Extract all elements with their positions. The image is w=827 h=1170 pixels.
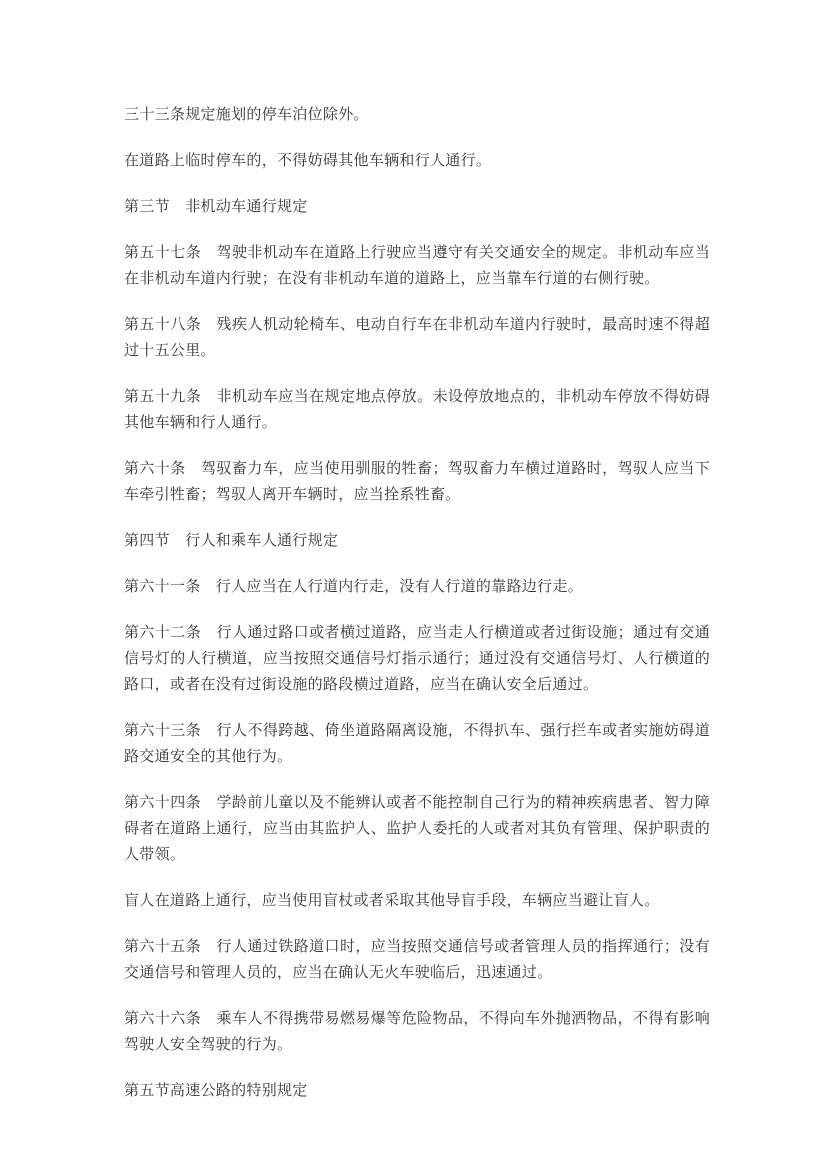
section-heading: 第五节高速公路的特别规定: [124, 1083, 308, 1099]
body-paragraph: 第五十七条 驾驶非机动车在道路上行驶应当遵守有关交通安全的规定。非机动车应当在非机动车道内行驶；在没有非机动车道的道路上，应当靠车行道的右侧行驶。: [124, 245, 710, 287]
body-paragraph: 在道路上临时停车的，不得妨碍其他车辆和行人通行。: [124, 153, 492, 169]
body-paragraph: 盲人在道路上通行，应当使用盲杖或者采取其他导盲手段，车辆应当避让盲人。: [124, 893, 660, 909]
body-paragraph: 第六十四条 学龄前儿童以及不能辨认或者不能控制自己行为的精神疾病患者、智力障碍者在道路上通行，应当由其监护人、监护人委托的人或者对其负有管理、保护职责的人带领。: [124, 795, 710, 863]
document-body: [124, 102, 710, 1104]
body-paragraph: 第六十一条 行人应当在人行道内行走，没有人行道的靠路边行走。: [124, 579, 584, 595]
body-paragraph: 第六十条 驾驭畜力车，应当使用驯服的牲畜；驾驭畜力车横过道路时，驾驭人应当下车牵引牲畜；驾驭人离开车辆时，应当拴系牲畜。: [124, 461, 710, 503]
body-paragraph: 第六十六条 乘车人不得携带易燃易爆等危险物品，不得向车外抛洒物品，不得有影响驾驶人安全驾驶的行为。: [124, 1011, 710, 1053]
body-paragraph: 第六十二条 行人通过路口或者横过道路，应当走人行横道或者过街设施；通过有交通信号灯的人行横道，应当按照交通信号灯指示通行；通过没有交通信号灯、人行横道的路口，或者在没有过街设施的路段横过道路，应当在确认安全后通过。: [124, 625, 710, 693]
section-heading: 第四节 行人和乘车人通行规定: [124, 533, 339, 549]
body-paragraph: 第五十八条 残疾人机动轮椅车、电动自行车在非机动车道内行驶时，最高时速不得超过十五公里。: [124, 317, 710, 359]
body-paragraph: 第六十五条 行人通过铁路道口时，应当按照交通信号或者管理人员的指挥通行；没有交通信号和管理人员的，应当在确认无火车驶临后，迅速通过。: [124, 939, 710, 981]
section-heading: 第三节 非机动车通行规定: [124, 199, 308, 215]
body-paragraph: 第六十三条 行人不得跨越、倚坐道路隔离设施，不得扒车、强行拦车或者实施妨碍道路交通安全的其他行为。: [124, 723, 710, 765]
body-paragraph: 第五十九条 非机动车应当在规定地点停放。未设停放地点的，非机动车停放不得妨碍其他车辆和行人通行。: [124, 389, 710, 431]
body-paragraph: 三十三条规定施划的停车泊位除外。: [124, 107, 369, 123]
